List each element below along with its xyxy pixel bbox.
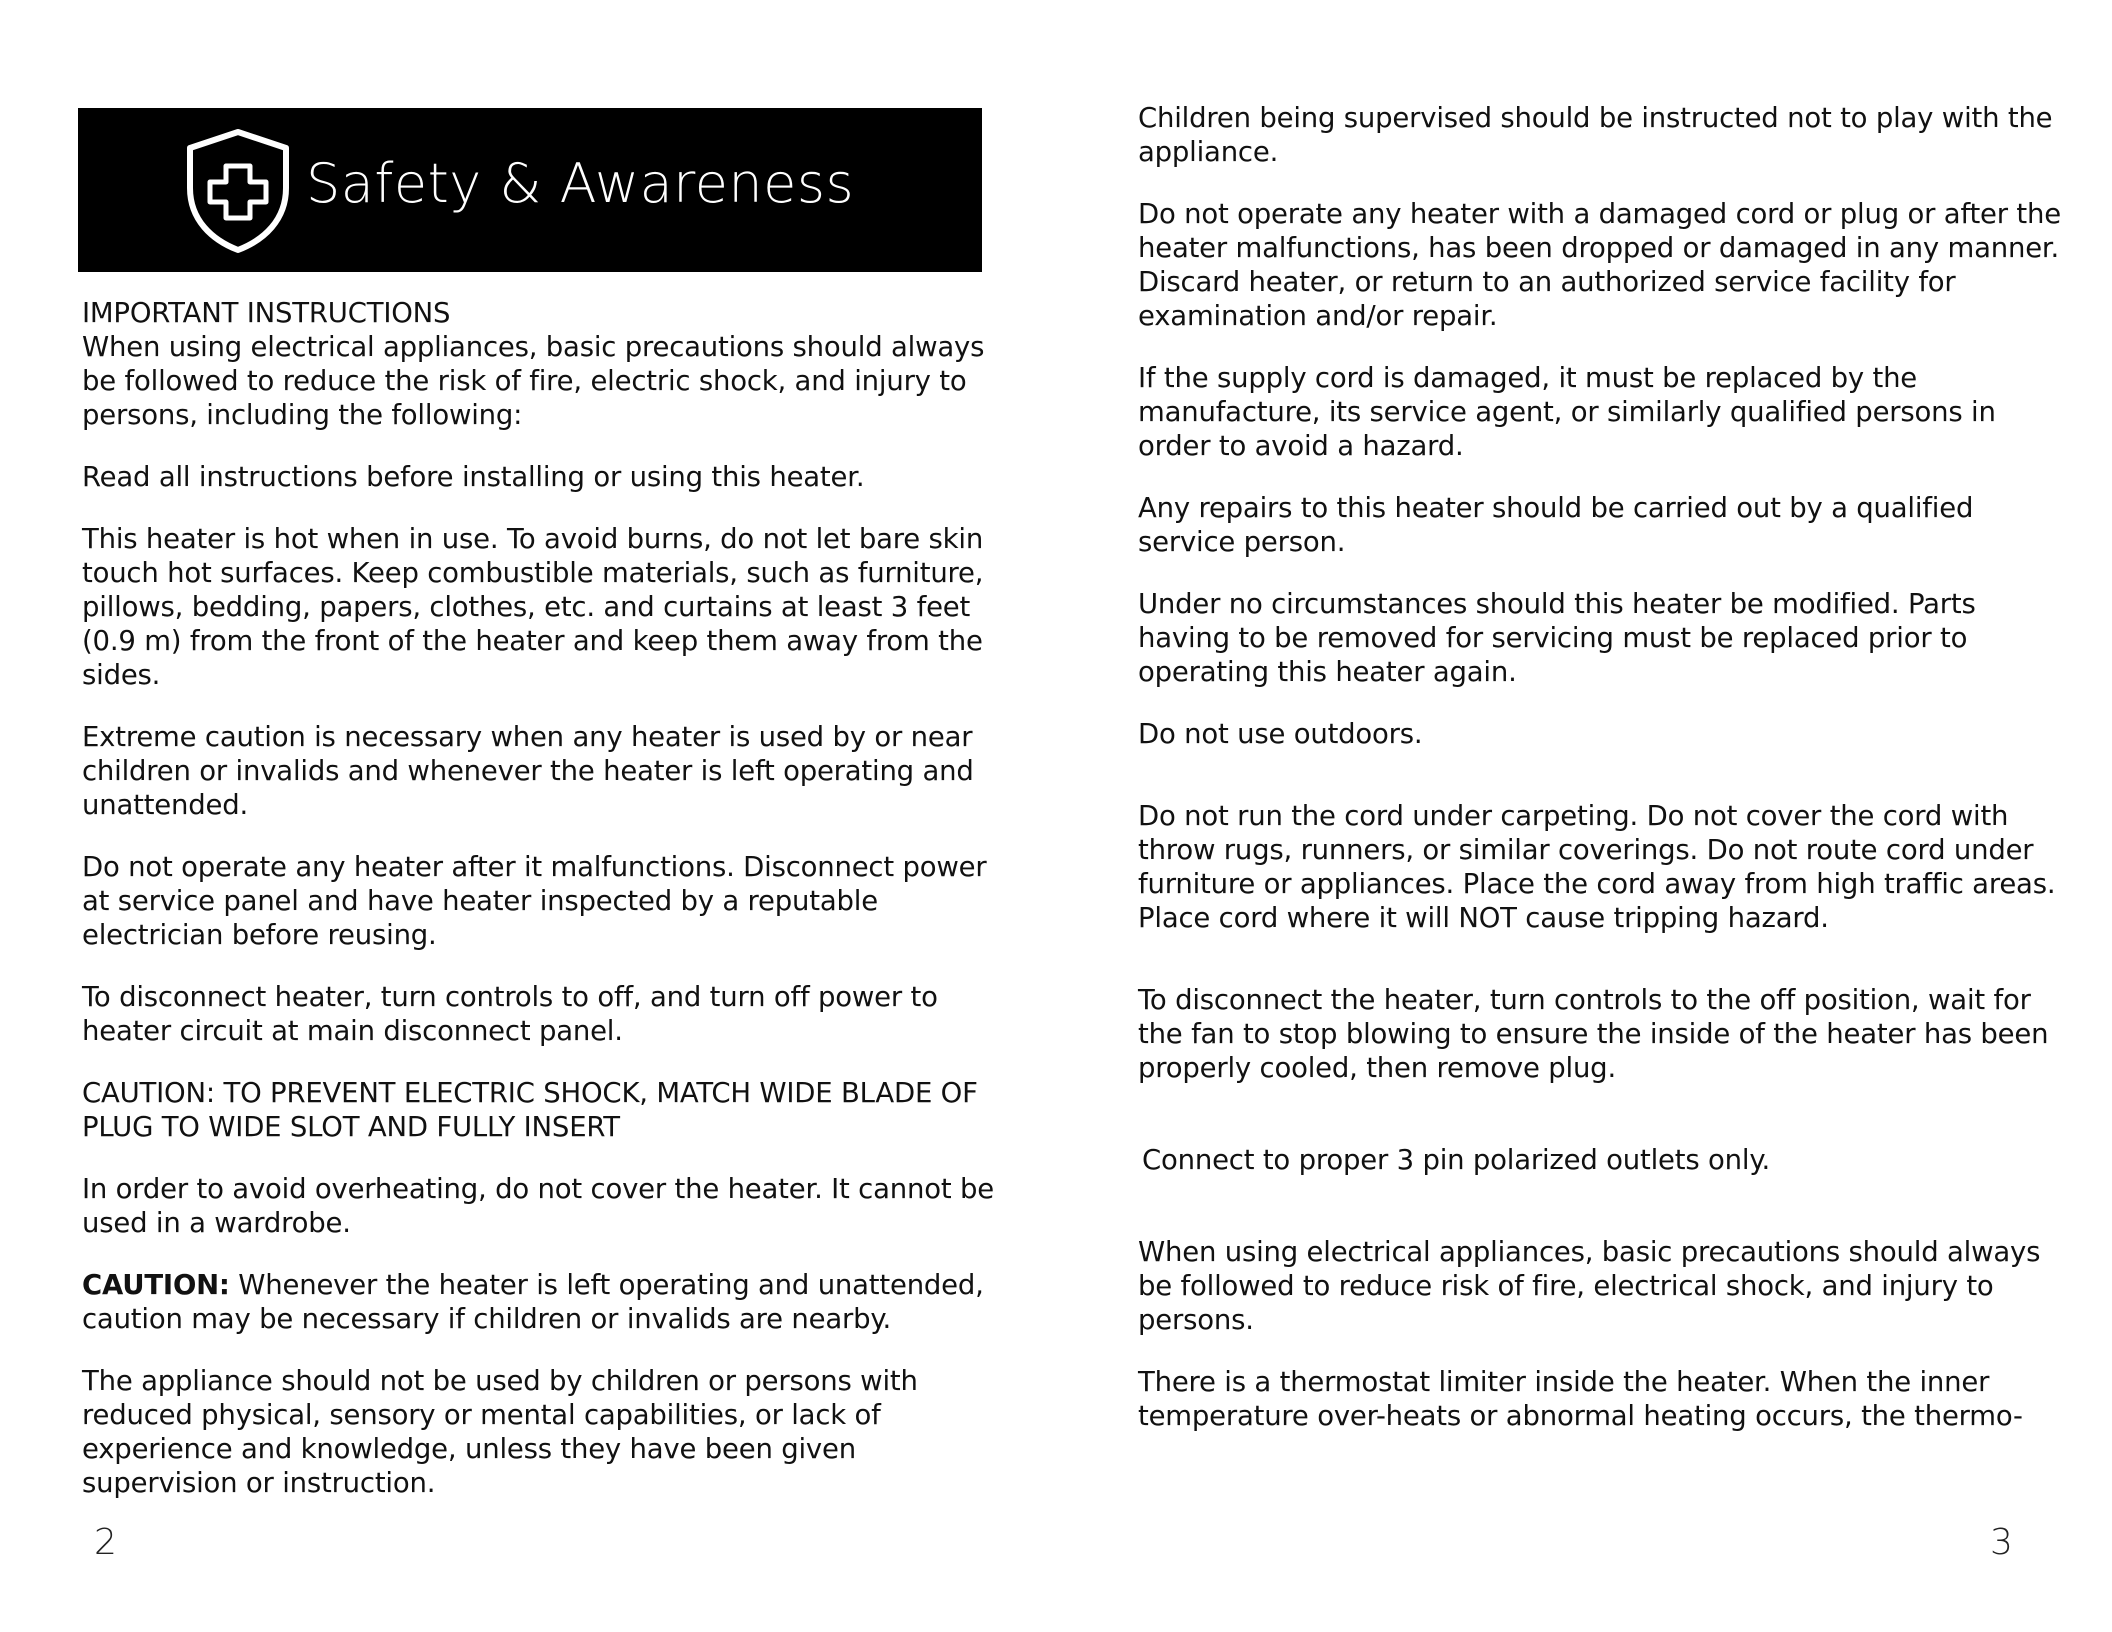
paragraph: To disconnect the heater, turn controls to the off position, wait for the fan to stop blowing to ensure the inside of the heater has been properly cooled, then remove plug. xyxy=(1138,984,2049,1084)
caution-text: Whenever the heater is left operating and unattended, caution may be necessary if children or invalids are nearby. xyxy=(82,1269,984,1335)
paragraph: To disconnect heater, turn controls to off, and turn off power to heater circuit at main disconnect panel. xyxy=(82,981,938,1047)
paragraph: The appliance should not be used by children or persons with reduced physical, sensory or mental capabilities, or lack of experience and knowledge, unless they have been given supervision or instruction. xyxy=(82,1365,918,1499)
paragraph: Do not operate any heater after it malfunctions. Disconnect power at service panel and have heater inspected by a reputable electrician before reusing. xyxy=(82,851,987,951)
paragraph: Do not operate any heater with a damaged cord or plug or after the heater malfunctions, has been dropped or damaged in any manner. Discard heater, or return to an authorized service facility for examination and/or repair. xyxy=(1138,198,2061,332)
paragraph: This heater is hot when in use. To avoid burns, do not let bare skin touch hot surfaces. Keep combustible materials, such as furniture, pillows, bedding, papers, clothes, etc. and curtains at least 3 feet (0.9 m) from the front of the heater and keep them away from the sides. xyxy=(82,523,984,691)
section-banner xyxy=(78,108,982,272)
right-page xyxy=(1056,0,2112,1632)
banner-title: Safety & Awareness xyxy=(306,152,855,215)
caution-label: CAUTION: xyxy=(82,1269,230,1301)
paragraph: Do not use outdoors. xyxy=(1138,718,1423,750)
paragraph: When using electrical appliances, basic precautions should always be followed to reduce risk of fire, electrical shock, and injury to persons. xyxy=(1138,1236,2041,1336)
paragraph: Read all instructions before installing or using this heater. xyxy=(82,461,865,493)
caution-paragraph xyxy=(82,1268,1002,1336)
page-number: 2 xyxy=(94,1522,117,1563)
paragraph: There is a thermostat limiter inside the heater. When the inner temperature over-heats or abnormal heating occurs, the thermo- xyxy=(1138,1366,2023,1432)
section-heading: IMPORTANT INSTRUCTIONS xyxy=(82,297,451,329)
paragraph: Extreme caution is necessary when any heater is used by or near children or invalids and whenever the heater is left operating and unattended. xyxy=(82,721,974,821)
paragraph: CAUTION: TO PREVENT ELECTRIC SHOCK, MATCH WIDE BLADE OF PLUG TO WIDE SLOT AND FULLY INSERT xyxy=(82,1077,978,1143)
paragraph: If the supply cord is damaged, it must be replaced by the manufacture, its service agent, or similarly qualified persons in order to avoid a hazard. xyxy=(1138,362,1996,462)
paragraph: Under no circumstances should this heater be modified. Parts having to be removed for servicing must be replaced prior to operating this heater again. xyxy=(1138,588,1976,688)
paragraph: In order to avoid overheating, do not cover the heater. It cannot be used in a wardrobe. xyxy=(82,1173,994,1239)
left-column xyxy=(82,296,1002,1528)
paragraph: Do not run the cord under carpeting. Do not cover the cord with throw rugs, runners, or similar coverings. Do not route cord under furniture or appliances. Place the cord away from high traffic areas. Place cord where it will NOT cause tripping hazard. xyxy=(1138,800,2056,934)
paragraph: When using electrical appliances, basic precautions should always be followed to reduce the risk of fire, electric shock, and injury to persons, including the following: xyxy=(82,331,985,431)
page-number: 3 xyxy=(1990,1522,2013,1563)
paragraph: Children being supervised should be instructed not to play with the appliance. xyxy=(1138,102,2053,168)
paragraph: Any repairs to this heater should be carried out by a qualified service person. xyxy=(1138,492,1974,558)
paragraph: Connect to proper 3 pin polarized outlets only. xyxy=(1142,1144,1771,1176)
shield-cross-icon xyxy=(182,126,294,254)
right-column xyxy=(1138,101,2068,1461)
